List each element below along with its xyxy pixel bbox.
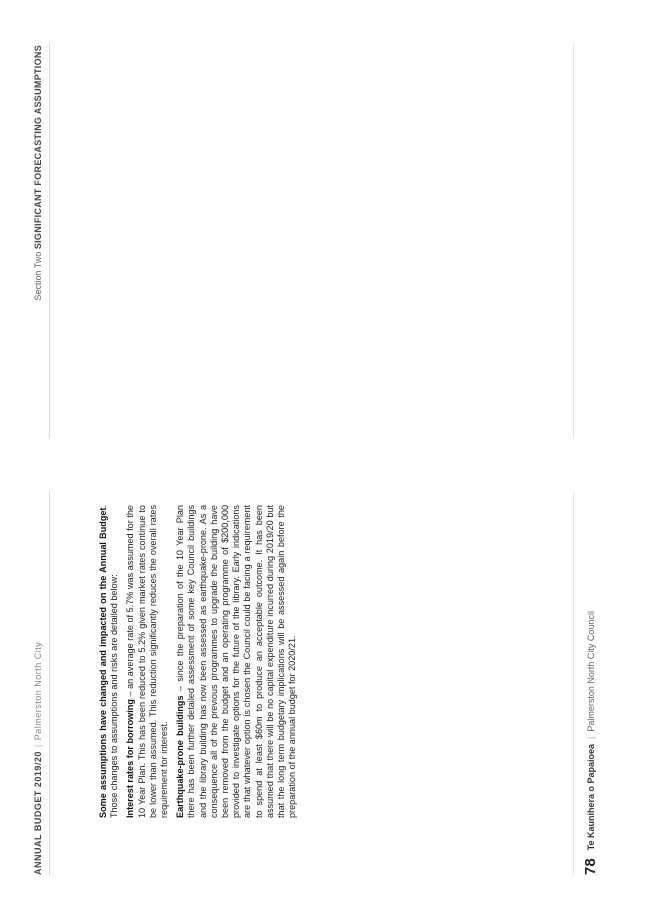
header-divider-left	[49, 492, 50, 875]
header-org: Palmerston North City	[33, 641, 43, 741]
earthquake-paragraph	[175, 505, 298, 818]
footer-maori-name: Te Kaunihera o Papaioea	[585, 743, 596, 851]
intro-text: . Those changes to assumptions and risks are detailed below:	[98, 505, 120, 818]
doc-title: ANNUAL BUDGET 2019/20	[33, 751, 43, 875]
header-separator: |	[33, 744, 43, 748]
header-right	[33, 45, 43, 301]
footer-separator: |	[585, 736, 596, 739]
interest-text: – an average rate of 5.7% was assumed for the 10 Year Plan. This has been reduced to 5.2% given market rates continue to be lower than assumed. This reduction significantly reduces the overall rates requirement for interest.	[125, 505, 170, 818]
intro-paragraph	[98, 505, 120, 818]
header-divider-right	[49, 43, 50, 438]
interest-heading: Interest rates for borrowing	[125, 699, 136, 818]
footer-council: Palmerston North City Council	[585, 611, 596, 732]
footer	[582, 611, 600, 875]
page-number: 78	[582, 858, 600, 875]
interest-paragraph	[125, 505, 170, 818]
intro-bold: Some assumptions have changed and impacted on the Annual Budget	[98, 507, 108, 818]
section-label: Section Two	[33, 251, 43, 301]
body-text	[98, 505, 303, 818]
section-title: SIGNIFICANT FORECASTING ASSUMPTIONS	[33, 45, 43, 250]
earthquake-heading: Earthquake-prone buildings	[175, 695, 186, 818]
footer-divider-left	[573, 492, 574, 875]
header-left	[33, 642, 43, 875]
footer-divider-right	[573, 43, 574, 438]
earthquake-text: – since the preparation of the 10 Year Plan there has been further detailed assessment of some key Council buildings and the library building has now been assessed as earthquake-prone. As a consequence all of the previous programmes to upgrade the building have been removed from the budget and an operating programme of $200,000 provided to investigate options for the future of the library. Early indications are that whatever option is chosen the Council could be facing a requirement to spend at least $60m to produce an acceptable outcome. It has been assumed that there will be no capital expenditure incurred during 2019/20 but that the long term budgetary implications will be assessed again before the preparation of the annual budget for 2020/21.	[175, 505, 298, 818]
